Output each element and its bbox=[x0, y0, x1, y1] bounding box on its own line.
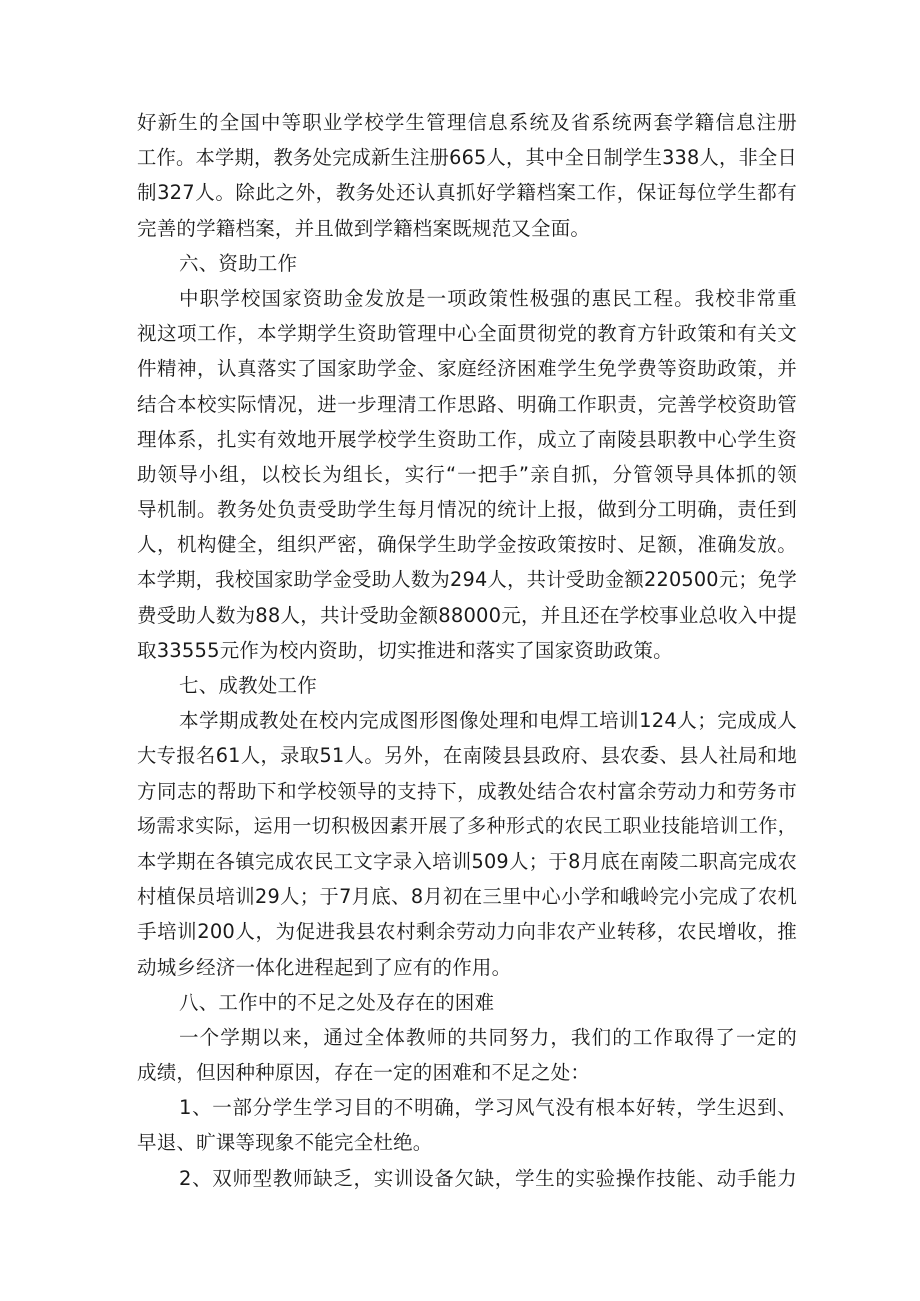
text-line: 手培训200人，为促进我县农村剩余劳动力向非农产业转移，农民增收，推 bbox=[137, 920, 797, 944]
text-line: 村植保员培训29人；于7月底、8月初在三里中心小学和峨岭完小完成了农机 bbox=[137, 885, 797, 909]
text-line: 方同志的帮助下和学校领导的支持下，成教处结合农村富余劳动力和劳务市 bbox=[137, 779, 797, 803]
text-line: 完善的学籍档案，并且做到学籍档案既规范又全面。 bbox=[137, 216, 591, 240]
text-line: 理体系，扎实有效地开展学校学生资助工作，成立了南陵县职教中心学生资 bbox=[137, 427, 797, 451]
text-line: 场需求实际，运用一切积极因素开展了多种形式的农民工职业技能培训工作， bbox=[137, 814, 797, 837]
text-line: 制327人。除此之外，教务处还认真抓好学籍档案工作，保证每位学生都有 bbox=[137, 181, 797, 205]
text-line: 一个学期以来，通过全体教师的共同努力，我们的工作取得了一定的 bbox=[179, 1025, 797, 1049]
text-line: 本学期在各镇完成农民工文字录入培训509人；于8月底在南陵二职高完成农 bbox=[137, 849, 797, 873]
text-line: 中职学校国家资助金发放是一项政策性极强的惠民工程。我校非常重 bbox=[179, 286, 797, 310]
text-line: 好新生的全国中等职业学校学生管理信息系统及省系统两套学籍信息注册 bbox=[137, 111, 797, 134]
text-line: 早退、旷课等现象不能完全杜绝。 bbox=[137, 1131, 433, 1155]
text-line: 2、双师型教师缺乏，实训设备欠缺，学生的实验操作技能、动手能力 bbox=[179, 1166, 797, 1190]
text-line: 七、成教处工作 bbox=[179, 674, 317, 697]
text-line: 1、一部分学生学习目的不明确，学习风气没有根本好转，学生迟到、 bbox=[179, 1096, 797, 1120]
text-line: 大专报名61人，录取51人。另外，在南陵县县政府、县农委、县人社局和地 bbox=[137, 744, 797, 768]
text-line: 八、工作中的不足之处及存在的困难 bbox=[179, 990, 495, 1014]
text-line: 本学期，我校国家助学金受助人数为294人，共计受助金额220500元；免学 bbox=[137, 568, 797, 592]
text-line: 人，机构健全，组织严密，确保学生助学金按政策按时、足额，准确发放。 bbox=[137, 533, 797, 557]
text-line: 结合本校实际情况，进一步理清工作思路、明确工作职责，完善学校资助管 bbox=[137, 392, 797, 416]
text-line: 取33555元作为校内资助，切实推进和落实了国家资助政策。 bbox=[137, 638, 673, 662]
text-line: 件精神，认真落实了国家助学金、家庭经济困难学生免学费等资助政策，并 bbox=[137, 357, 797, 381]
text-line: 费受助人数为88人，共计受助金额88000元，并且还在学校事业总收入中提 bbox=[137, 603, 797, 627]
text-line: 助领导小组，以校长为组长，实行“一把手”亲自抓，分管领导具体抓的领 bbox=[137, 462, 797, 486]
text-line: 本学期成教处在校内完成图形图像处理和电焊工培训124人；完成成人 bbox=[179, 709, 797, 733]
text-line: 导机制。教务处负责受助学生每月情况的统计上报，做到分工明确，责任到 bbox=[137, 498, 797, 522]
text-line: 工作。本学期，教务处完成新生注册665人，其中全日制学生338人，非全日 bbox=[137, 146, 797, 170]
text-line: 六、资助工作 bbox=[179, 251, 298, 275]
text-line: 视这项工作，本学期学生资助管理中心全面贯彻党的教育方针政策和有关文 bbox=[137, 322, 797, 346]
text-line: 动城乡经济一体化进程起到了应有的作用。 bbox=[137, 955, 512, 979]
document-page bbox=[137, 105, 797, 1196]
text-line: 成绩，但因种种原因，存在一定的困难和不足之处： bbox=[137, 1061, 591, 1085]
